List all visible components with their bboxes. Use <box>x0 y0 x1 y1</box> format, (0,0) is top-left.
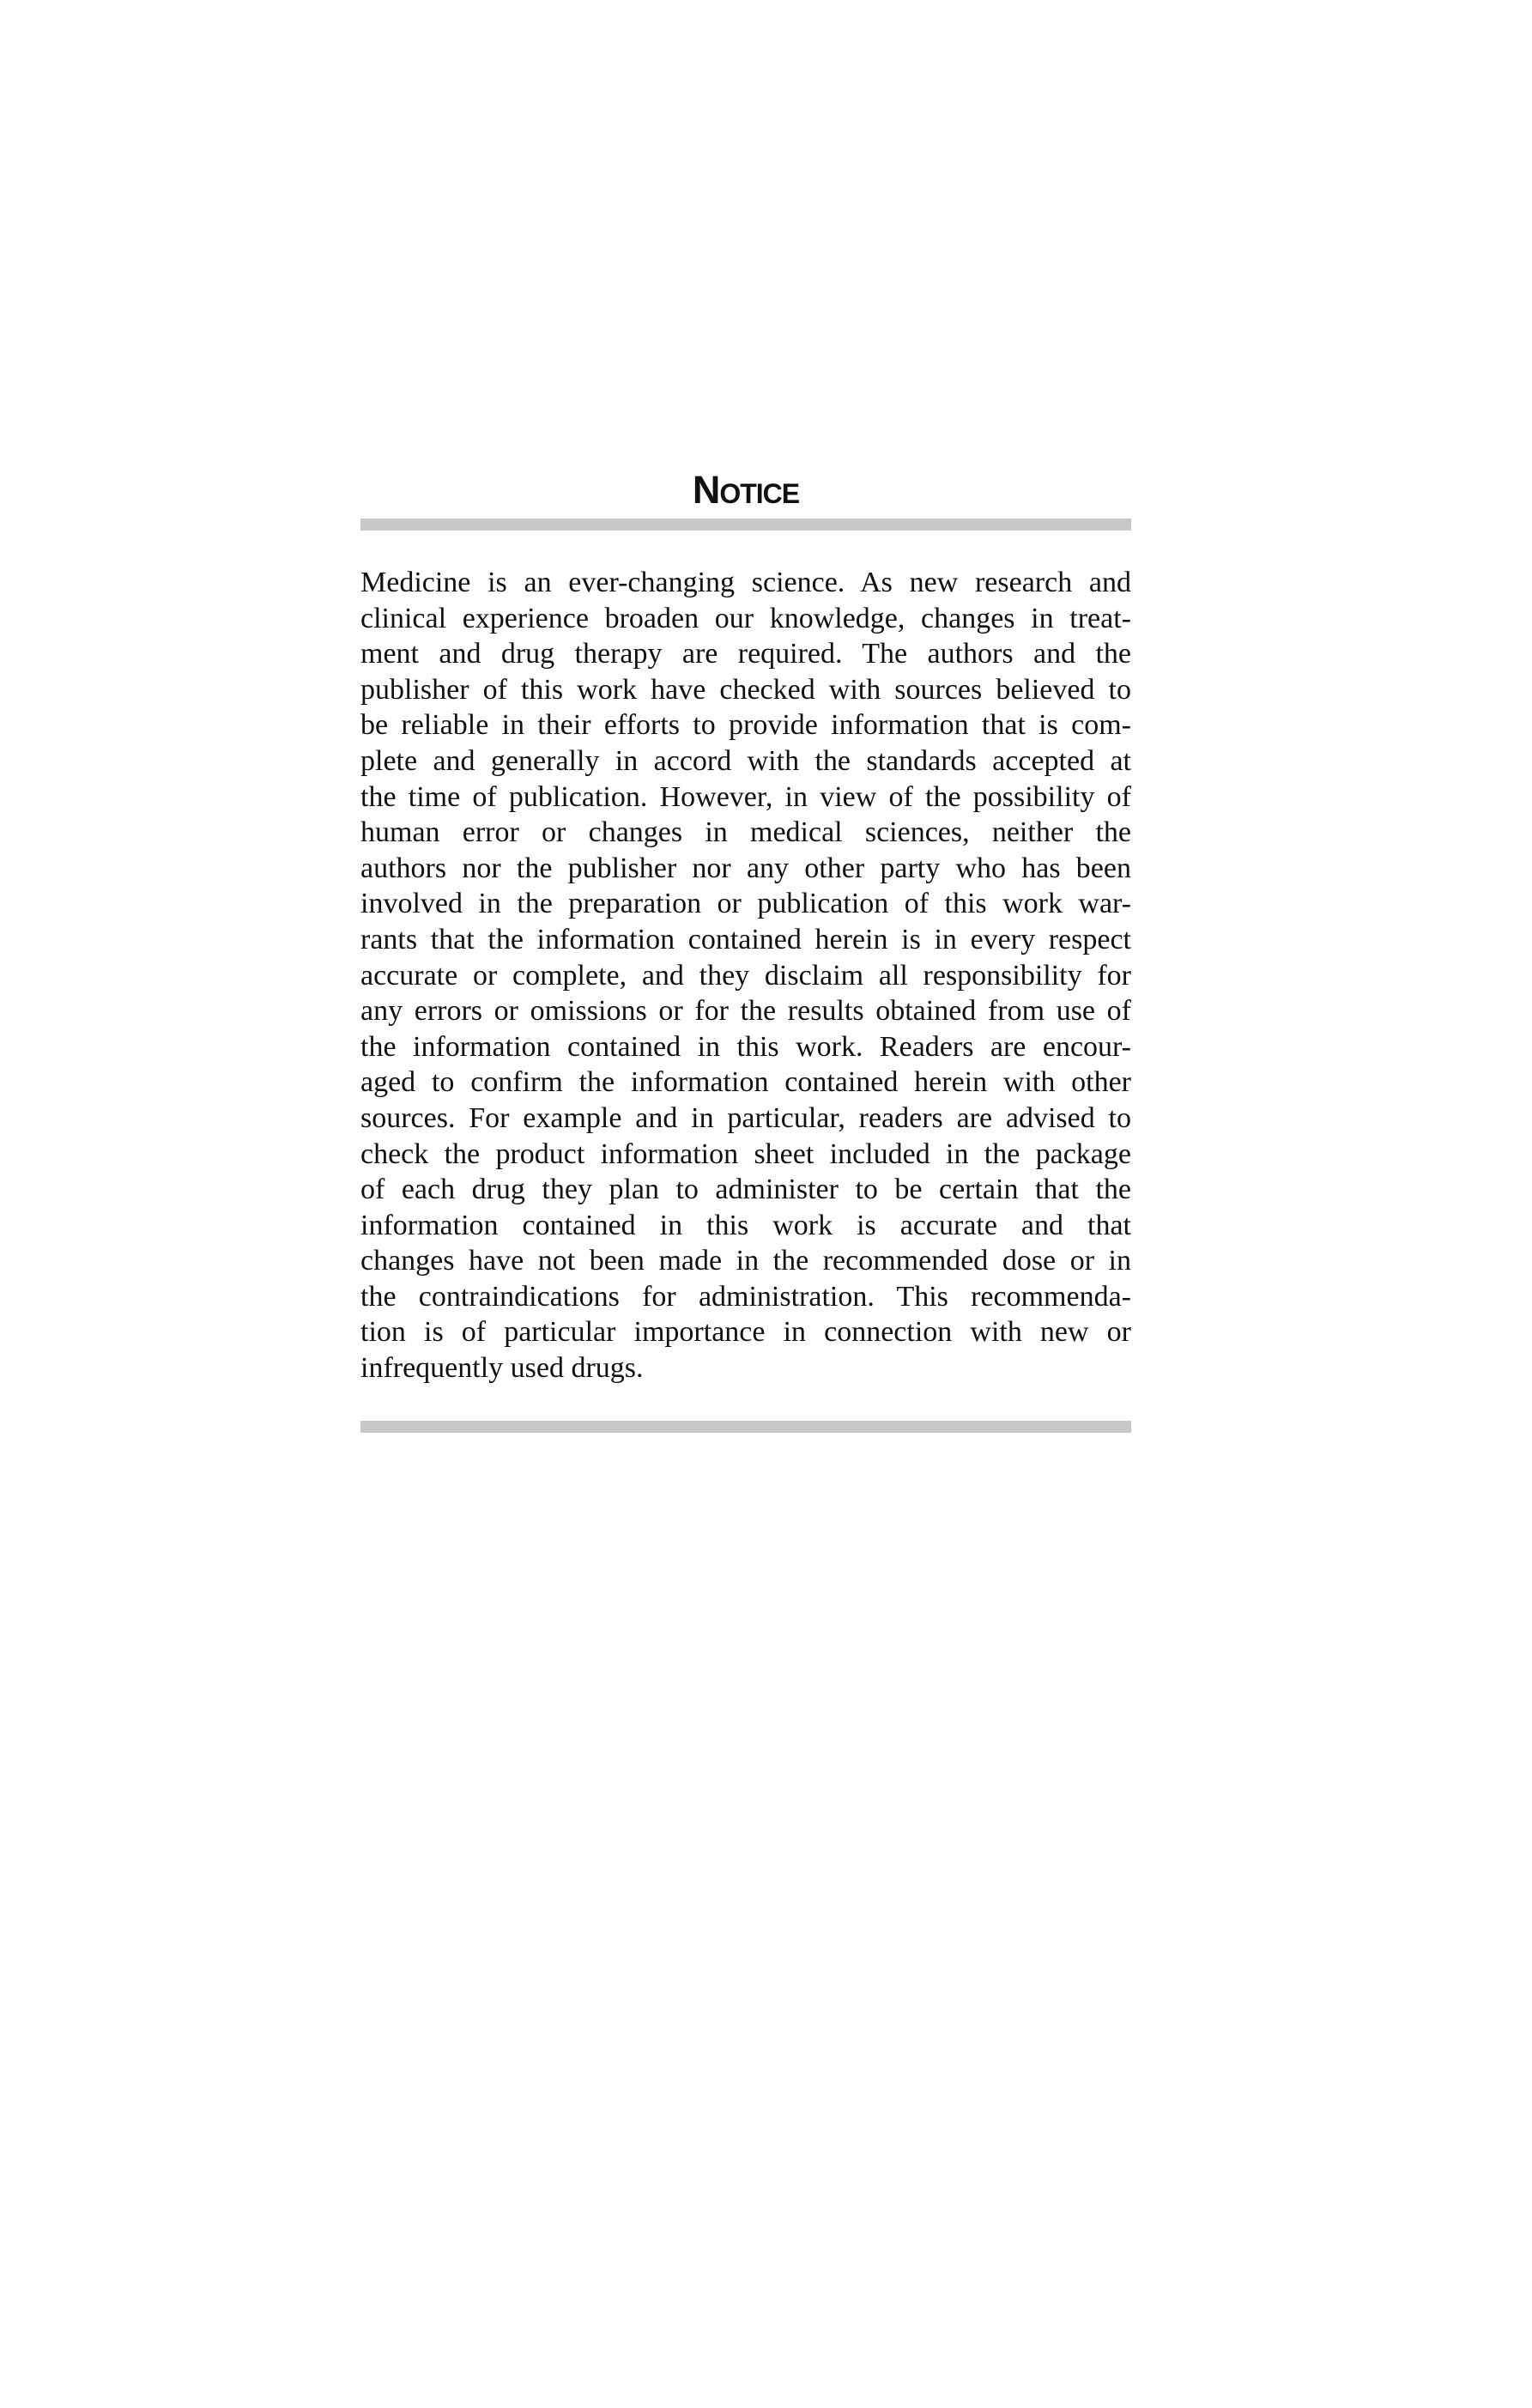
notice-line: accurate or complete, and they disclaim all responsibility for <box>360 959 1131 992</box>
notice-line: rants that the information contained herein is in every respect <box>360 923 1131 955</box>
notice-line: publisher of this work have checked with sources believed to <box>360 673 1131 706</box>
notice-line: the time of publication. However, in view of the possibility of <box>360 780 1131 813</box>
notice-body <box>360 565 1131 1386</box>
notice-line: Medicine is an ever-changing science. As new research and <box>360 567 1131 598</box>
notice-line: infrequently used drugs. <box>360 1352 644 1385</box>
notice-section <box>360 470 1131 1433</box>
notice-line: plete and generally in accord with the standards accepted at <box>360 744 1131 777</box>
notice-line: check the product information sheet included in the package <box>360 1137 1131 1170</box>
notice-line: clinical experience broaden our knowledge, changes in treat- <box>360 602 1131 634</box>
notice-line: sources. For example and in particular, readers are advised to <box>360 1101 1131 1134</box>
notice-line: involved in the preparation or publication of this work war- <box>360 888 1131 920</box>
notice-line: be reliable in their efforts to provide information that is com- <box>360 709 1131 742</box>
notice-line: human error or changes in medical sciences, neither the <box>360 816 1131 849</box>
notice-line: the information contained in this work. Readers are encour- <box>360 1030 1131 1063</box>
notice-line: information contained in this work is accurate and that <box>360 1209 1131 1241</box>
top-divider <box>360 519 1131 531</box>
notice-title: Notice <box>692 468 800 512</box>
notice-line: ment and drug therapy are required. The authors and the <box>360 638 1131 670</box>
bottom-divider <box>360 1421 1131 1433</box>
notice-line: aged to confirm the information contained herein with other <box>360 1066 1131 1099</box>
notice-line: tion is of particular importance in connection with new or <box>360 1316 1131 1349</box>
notice-line: the contraindications for administration. This recommenda- <box>360 1280 1131 1313</box>
notice-line: authors nor the publisher nor any other party who has been <box>360 852 1131 884</box>
notice-line: any errors or omissions or for the results obtained from use of <box>360 995 1131 1028</box>
notice-line: of each drug they plan to administer to be certain that the <box>360 1174 1131 1206</box>
notice-line: changes have not been made in the recommended dose or in <box>360 1245 1131 1277</box>
